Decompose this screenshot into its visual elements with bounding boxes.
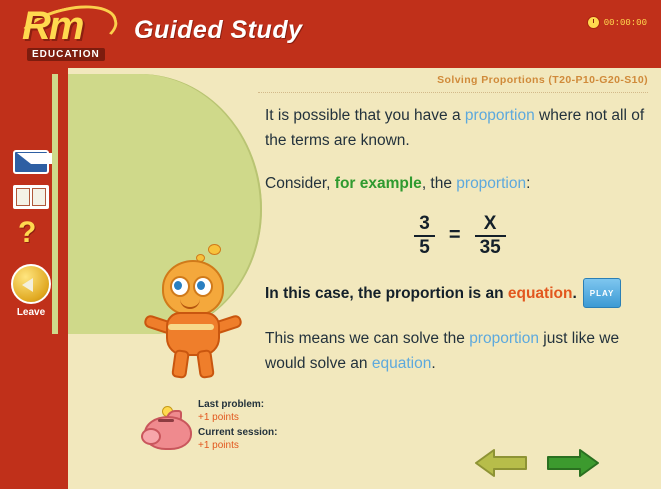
play-audio-button[interactable]: PLAY bbox=[583, 278, 622, 308]
mascot-character bbox=[142, 238, 252, 378]
leave-label: Leave bbox=[16, 307, 46, 318]
thought-bubble-large bbox=[208, 244, 221, 255]
p4-text-c: . bbox=[431, 354, 436, 372]
back-arrow-icon[interactable] bbox=[474, 446, 528, 480]
mascot-body bbox=[166, 312, 220, 356]
logo-text: Rm bbox=[22, 4, 83, 48]
paragraph-4 bbox=[265, 326, 647, 376]
leave-button[interactable] bbox=[10, 264, 52, 318]
p3-keyword-equation: equation bbox=[507, 284, 573, 302]
piggy-slot bbox=[158, 419, 174, 422]
current-session-label: Current session: bbox=[198, 427, 278, 438]
p1-text-a: It is possible that you have a bbox=[265, 107, 465, 124]
subject-divider bbox=[258, 92, 648, 93]
p1-text-b: where not all of the terms are known. bbox=[265, 107, 645, 149]
content-panel bbox=[62, 68, 661, 489]
p4-text-a: This means we can solve the bbox=[265, 329, 470, 347]
leave-arrow-icon bbox=[11, 264, 51, 304]
equals-sign: = bbox=[448, 224, 461, 247]
current-session-value: +1 points bbox=[198, 440, 239, 451]
book-icon[interactable] bbox=[13, 185, 49, 209]
timer-value: 00:00:00 bbox=[603, 17, 647, 28]
paragraph-1 bbox=[265, 103, 647, 153]
book-page-right bbox=[32, 188, 46, 206]
clock-icon bbox=[587, 16, 600, 29]
mail-icon[interactable] bbox=[13, 150, 49, 174]
p3-text-a: In this case, the proportion is an bbox=[265, 284, 508, 302]
fraction-right bbox=[475, 214, 506, 258]
p2-keyword-proportion: proportion bbox=[456, 175, 527, 192]
p2-keyword-for-example: for example bbox=[334, 175, 422, 192]
mascot-leg-left bbox=[171, 349, 190, 379]
rm-education-logo bbox=[14, 4, 118, 66]
panel-left-edge bbox=[58, 68, 68, 489]
paragraph-2 bbox=[265, 171, 647, 196]
fraction-left-denominator: 5 bbox=[414, 235, 435, 258]
fraction-right-numerator: X bbox=[483, 213, 497, 234]
help-icon[interactable]: ? bbox=[18, 216, 37, 249]
next-arrow-icon[interactable] bbox=[546, 446, 600, 480]
app-header bbox=[0, 0, 661, 68]
piggy-snout bbox=[141, 428, 161, 445]
paragraph-3 bbox=[265, 278, 647, 308]
mascot-leg-right bbox=[196, 349, 215, 379]
p2-text-a: Consider, bbox=[265, 175, 335, 192]
points-text bbox=[198, 398, 290, 454]
p4-keyword-proportion: proportion bbox=[469, 329, 539, 347]
last-problem-value: +1 points bbox=[198, 412, 239, 423]
logo-subtitle: EDUCATION bbox=[27, 48, 105, 61]
fraction-left bbox=[414, 214, 435, 258]
fraction-right-denominator: 35 bbox=[475, 235, 506, 258]
piggy-bank-icon bbox=[140, 406, 194, 450]
page-title: Guided Study bbox=[134, 16, 303, 44]
mascot-body-stripe bbox=[168, 324, 214, 330]
mascot-pupil-right bbox=[197, 281, 205, 290]
p4-text-b: just like we would solve an bbox=[265, 329, 620, 372]
p2-text-c: : bbox=[526, 175, 531, 192]
navigation-arrows bbox=[474, 446, 614, 484]
p3-text-b: . bbox=[572, 284, 577, 302]
last-problem-label: Last problem: bbox=[198, 399, 265, 410]
p4-keyword-equation: equation bbox=[371, 354, 432, 372]
lesson-text bbox=[265, 103, 647, 394]
mascot-pupil-left bbox=[174, 281, 182, 290]
p2-text-b: , the bbox=[421, 175, 457, 192]
p1-keyword-proportion: proportion bbox=[464, 107, 535, 124]
proportion-equation bbox=[265, 214, 647, 258]
book-page-left bbox=[16, 188, 30, 206]
fraction-left-numerator: 3 bbox=[419, 213, 430, 234]
session-timer bbox=[587, 16, 647, 29]
lesson-subject: Solving Proportions (T20-P10-G20-S10) bbox=[437, 74, 648, 86]
